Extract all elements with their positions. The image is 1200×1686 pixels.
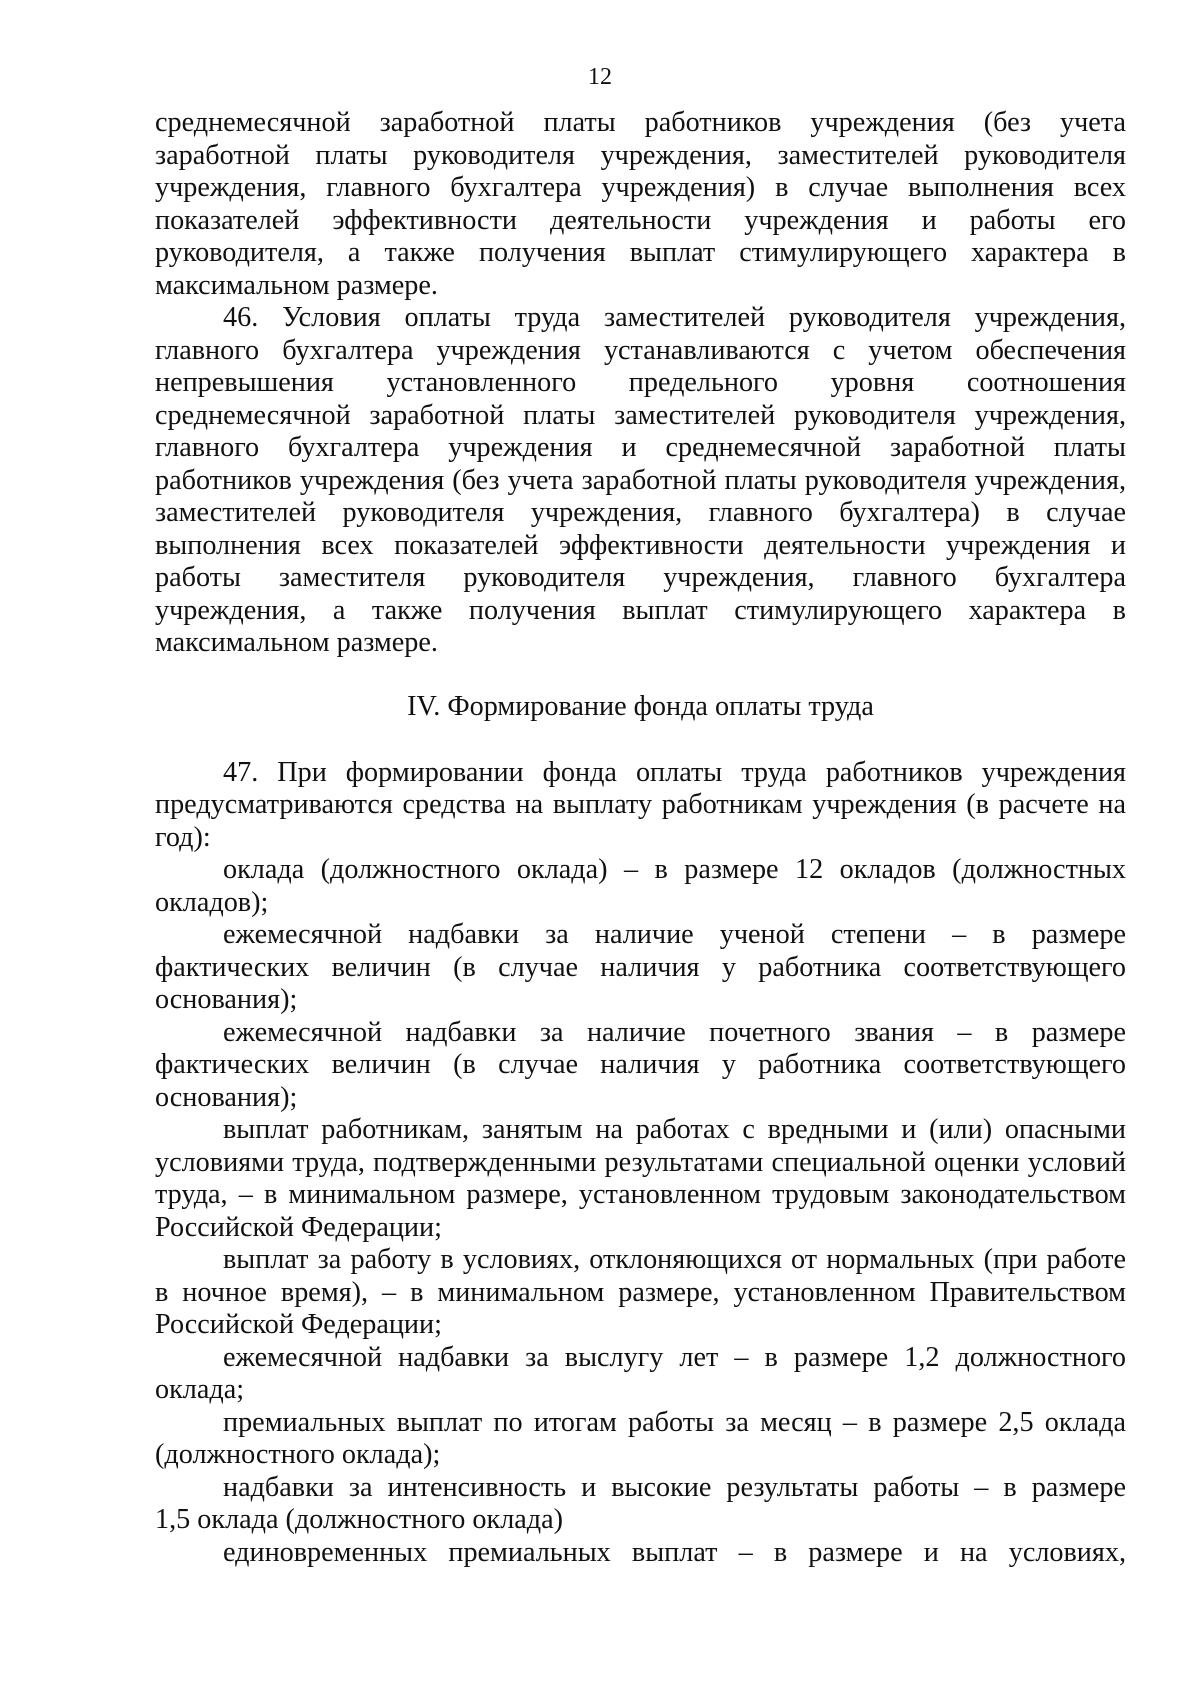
text-line: 46. Условия оплаты труда заместителей руководителя учреждения, (223, 302, 1126, 333)
text-line: выполнения всех показателей эффективности деятельности учреждения и (155, 529, 1126, 561)
text-line: среднемесячной заработной платы заместителей руководителя учреждения, (155, 399, 1126, 431)
text-line: максимальном размере. (155, 269, 438, 301)
text-line: заместителей руководителя учреждения, главного бухгалтера) в случае (155, 497, 1126, 528)
text-line: труда, – в минимальном размере, установленном трудовым законодательством (155, 1179, 1126, 1210)
text-line: учреждения, главного бухгалтера учреждения) в случае выполнения всех (155, 172, 1126, 203)
text-line: окладов); (155, 886, 269, 918)
text-line: предусматриваются средства на выплату работникам учреждения (в расчете на (155, 789, 1126, 820)
text-line: главного бухгалтера учреждения устанавливаются с учетом обеспечения (155, 334, 1126, 366)
spacer (155, 724, 1126, 757)
text-line: фактических величин (в случае наличия у работника соответствующего (155, 1049, 1126, 1080)
text-line: оклада (должностного оклада) – в размере 12 окладов (должностных (223, 854, 1126, 885)
text-line: Российской Федерации; (155, 1309, 442, 1340)
text-line: Российской Федерации; (155, 1211, 442, 1243)
text-line: работников учреждения (без учета заработной платы руководителя учреждения, (155, 464, 1126, 496)
text-line: работы заместителя руководителя учреждения, главного бухгалтера (155, 562, 1126, 593)
text-line: ежемесячной надбавки за наличие ученой степени – в размере (223, 919, 1126, 950)
text-after-heading (155, 757, 1126, 1570)
text-before-heading (155, 107, 1126, 660)
text-line: премиальных выплат по итогам работы за месяц – в размере 2,5 оклада (223, 1406, 1126, 1438)
text-line: единовременных премиальных выплат – в размере и на условиях, (223, 1536, 1126, 1568)
text-line: надбавки за интенсивность и высокие результаты работы – в размере (223, 1471, 1126, 1503)
section-heading: IV. Формирование фонда оплаты труда (407, 690, 874, 722)
text-line: среднемесячной заработной платы работников учреждения (без учета (155, 107, 1126, 138)
document-body (155, 107, 1126, 1569)
text-line: год): (155, 821, 211, 853)
text-line: оклада; (155, 1374, 245, 1405)
text-line: ежемесячной надбавки за наличие почетного звания – в размере (223, 1016, 1126, 1048)
text-line: ежемесячной надбавки за выслугу лет – в размере 1,2 должностного (223, 1341, 1126, 1373)
spacer (155, 660, 1126, 690)
text-line: показателей эффективности деятельности учреждения и работы его (155, 204, 1126, 236)
text-line: фактических величин (в случае наличия у работника соответствующего (155, 951, 1126, 983)
text-line: 1,5 оклада (должностного оклада) (155, 1504, 564, 1535)
text-line: максимальном размере. (155, 627, 438, 658)
text-line: главного бухгалтера учреждения и среднемесячной заработной платы (155, 432, 1126, 463)
text-line: основания); (155, 1081, 298, 1113)
text-line: выплат за работу в условиях, отклоняющихся от нормальных (при работе (223, 1244, 1126, 1275)
text-line: основания); (155, 984, 298, 1015)
text-line: руководителя, а также получения выплат стимулирующего характера в (155, 237, 1126, 268)
text-line: заработной платы руководителя учреждения, заместителей руководителя (155, 139, 1126, 171)
text-line: условиями труда, подтвержденными результатами специальной оценки условий (155, 1146, 1126, 1178)
text-line: непревышения установленного предельного уровня соотношения (155, 367, 1126, 398)
text-line: в ночное время), – в минимальном размере, установленном Правительством (155, 1276, 1126, 1308)
text-line: (должностного оклада); (155, 1439, 441, 1470)
text-line: выплат работникам, занятым на работах с вредными и (или) опасными (223, 1114, 1126, 1145)
text-line: 47. При формировании фонда оплаты труда работников учреждения (223, 756, 1126, 788)
page-number: 12 (588, 64, 612, 90)
text-line: учреждения, а также получения выплат стимулирующего характера в (155, 594, 1126, 626)
